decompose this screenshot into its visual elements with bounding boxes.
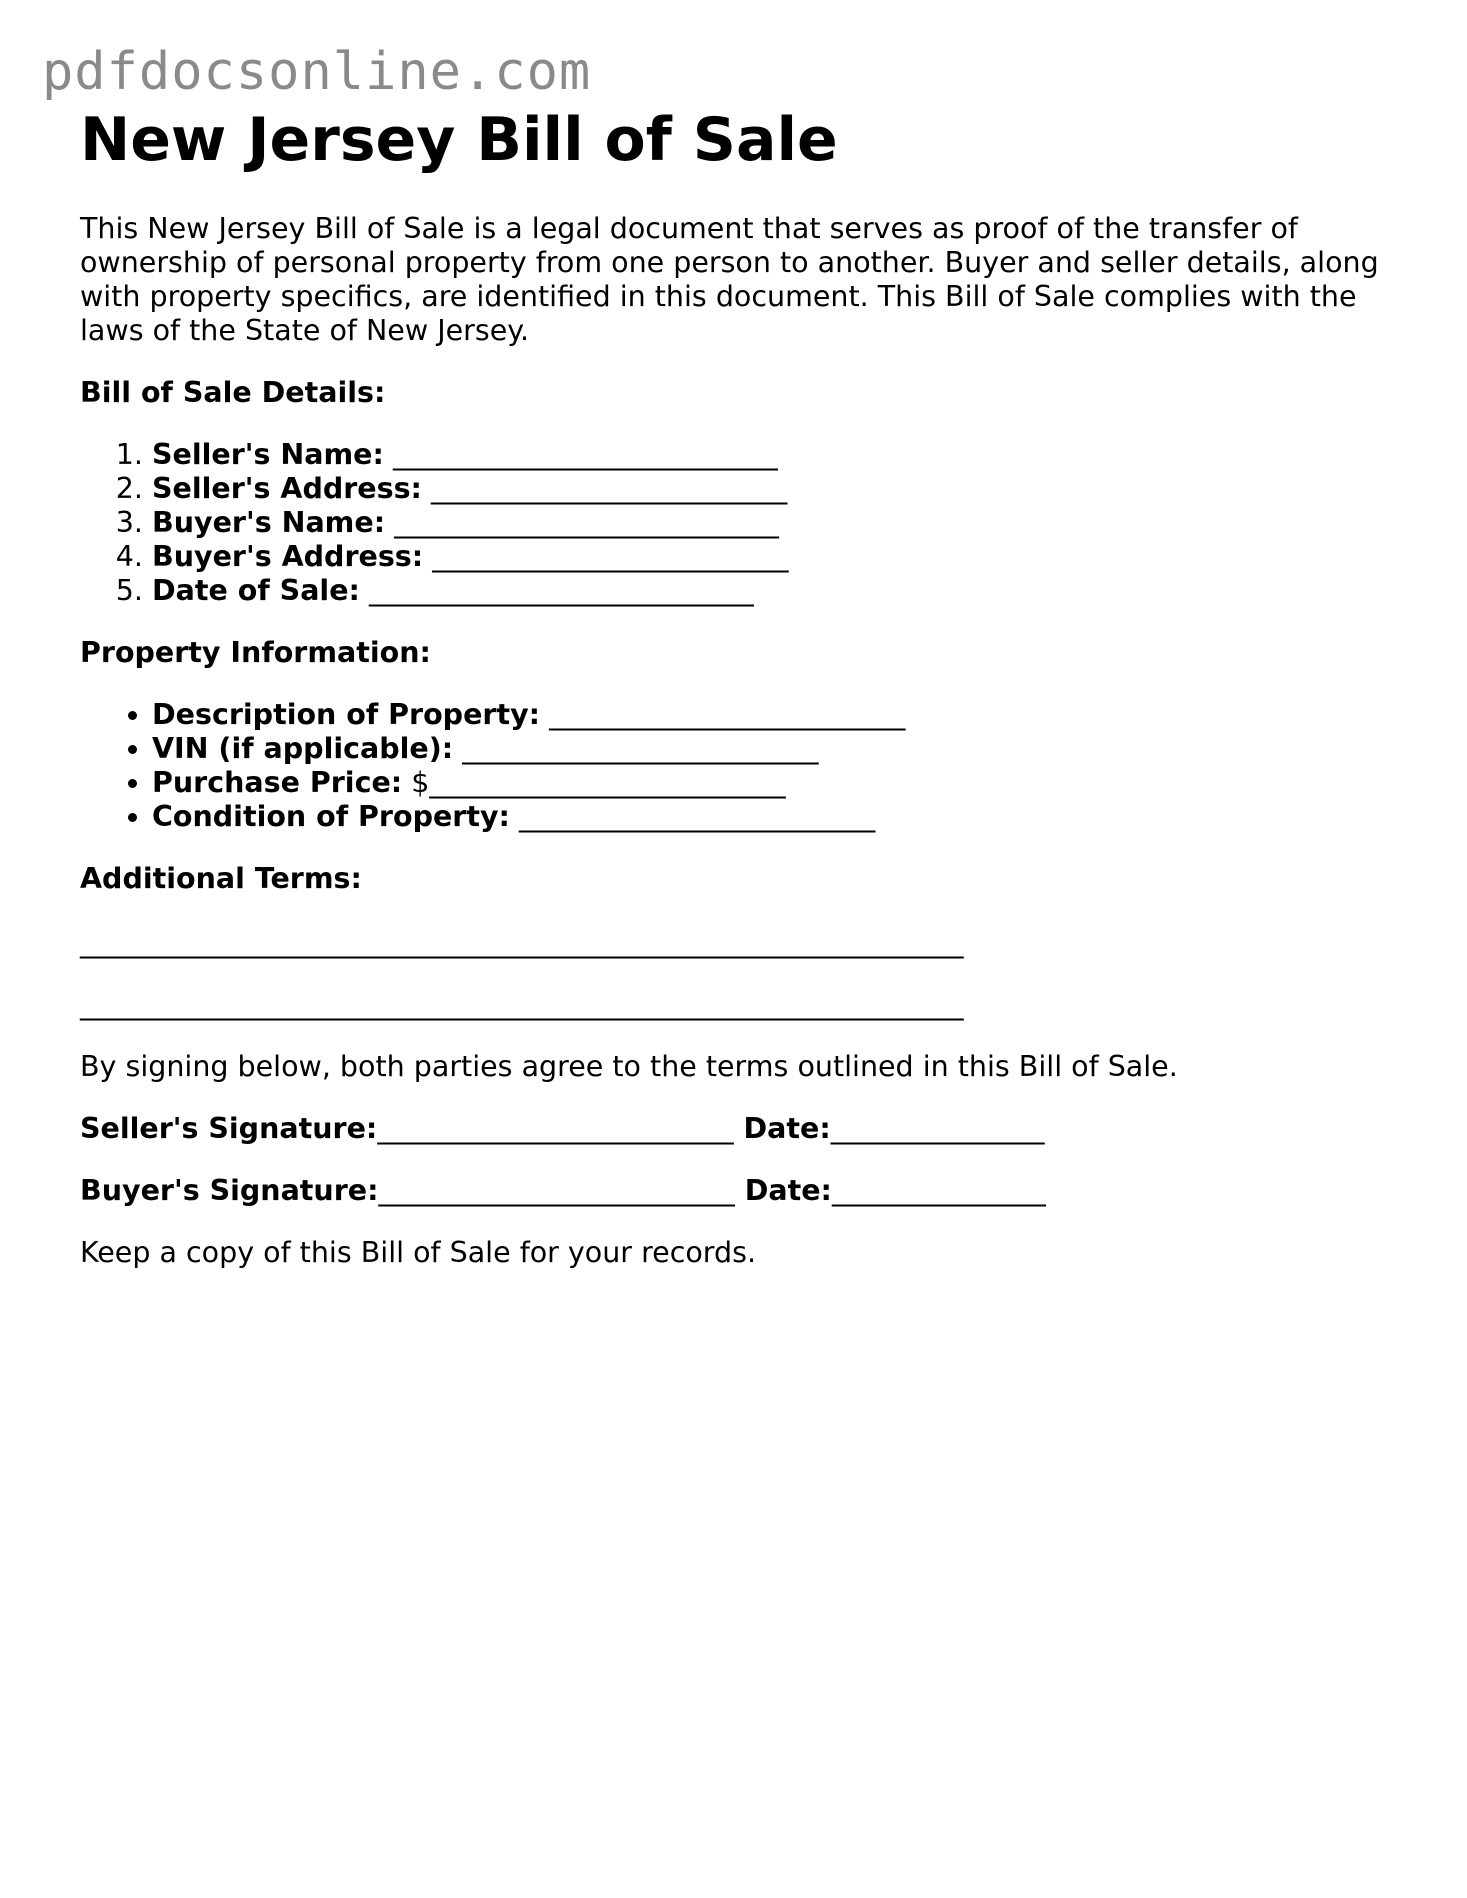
field-label: Seller's Name: xyxy=(152,438,384,471)
buyer-signature-row xyxy=(80,1174,1400,1208)
details-list xyxy=(80,438,1400,608)
list-item xyxy=(152,732,1400,766)
buyer-signature-label: Buyer's Signature: xyxy=(80,1174,379,1207)
field-label: Condition of Property: xyxy=(152,800,510,833)
seller-signature-row xyxy=(80,1112,1400,1146)
document-title: New Jersey Bill of Sale xyxy=(80,105,838,175)
watermark-logo: pdfdocsonline.com xyxy=(42,42,592,102)
date-of-sale-field[interactable]: ___________________________ xyxy=(359,574,754,607)
field-label: Description of Property: xyxy=(152,698,541,731)
list-item xyxy=(152,800,1400,834)
property-heading: Property Information: xyxy=(80,636,431,669)
buyer-date-field[interactable]: _______________ xyxy=(831,1174,1046,1207)
seller-signature-field[interactable]: _________________________ xyxy=(377,1112,734,1145)
buyer-date-label: Date: xyxy=(744,1174,832,1207)
seller-address-field[interactable]: _________________________ xyxy=(421,472,788,505)
details-heading: Bill of Sale Details: xyxy=(80,376,386,409)
seller-date-field[interactable]: _______________ xyxy=(830,1112,1045,1145)
description-field[interactable]: _________________________ xyxy=(540,698,906,731)
buyer-name-field[interactable]: ___________________________ xyxy=(385,506,779,539)
seller-signature-label: Seller's Signature: xyxy=(80,1112,378,1145)
seller-name-field[interactable]: ___________________________ xyxy=(383,438,778,471)
list-item xyxy=(152,574,1400,608)
list-item xyxy=(152,766,1400,800)
list-item xyxy=(152,438,1400,472)
buyer-address-field[interactable]: _________________________ xyxy=(423,540,789,573)
buyer-signature-field[interactable]: _________________________ xyxy=(378,1174,735,1207)
agreement-statement: By signing below, both parties agree to the terms outlined in this Bill of Sale. xyxy=(80,1050,1178,1083)
additional-terms-line-2[interactable]: ______________________________________________________________ xyxy=(80,988,964,1021)
field-label: Purchase Price: xyxy=(152,766,403,799)
field-label: Buyer's Name: xyxy=(152,506,386,539)
field-label: VIN (if applicable): xyxy=(152,732,454,765)
list-item xyxy=(152,506,1400,540)
field-label: Seller's Address: xyxy=(152,472,422,505)
list-item xyxy=(152,698,1400,732)
list-item xyxy=(152,472,1400,506)
terms-heading: Additional Terms: xyxy=(80,862,362,895)
vin-field[interactable]: _________________________ xyxy=(453,732,819,765)
condition-field[interactable]: _________________________ xyxy=(509,800,876,833)
seller-date-label: Date: xyxy=(743,1112,831,1145)
additional-terms-line-1[interactable]: ______________________________________________________________ xyxy=(80,926,964,959)
purchase-price-field[interactable]: $_________________________ xyxy=(402,766,786,799)
field-label: Buyer's Address: xyxy=(152,540,424,573)
list-item xyxy=(152,540,1400,574)
property-list xyxy=(80,698,1400,834)
field-label: Date of Sale: xyxy=(152,574,360,607)
intro-paragraph: This New Jersey Bill of Sale is a legal document that serves as proof of the transfer of ownership of personal property from one person to another. Buyer and seller details, along with property specifics, are identified in this document. This Bill of Sale complies with the laws of the State of New Jersey. xyxy=(80,212,1379,347)
document-body xyxy=(80,104,1400,1270)
records-note: Keep a copy of this Bill of Sale for your records. xyxy=(80,1236,757,1269)
